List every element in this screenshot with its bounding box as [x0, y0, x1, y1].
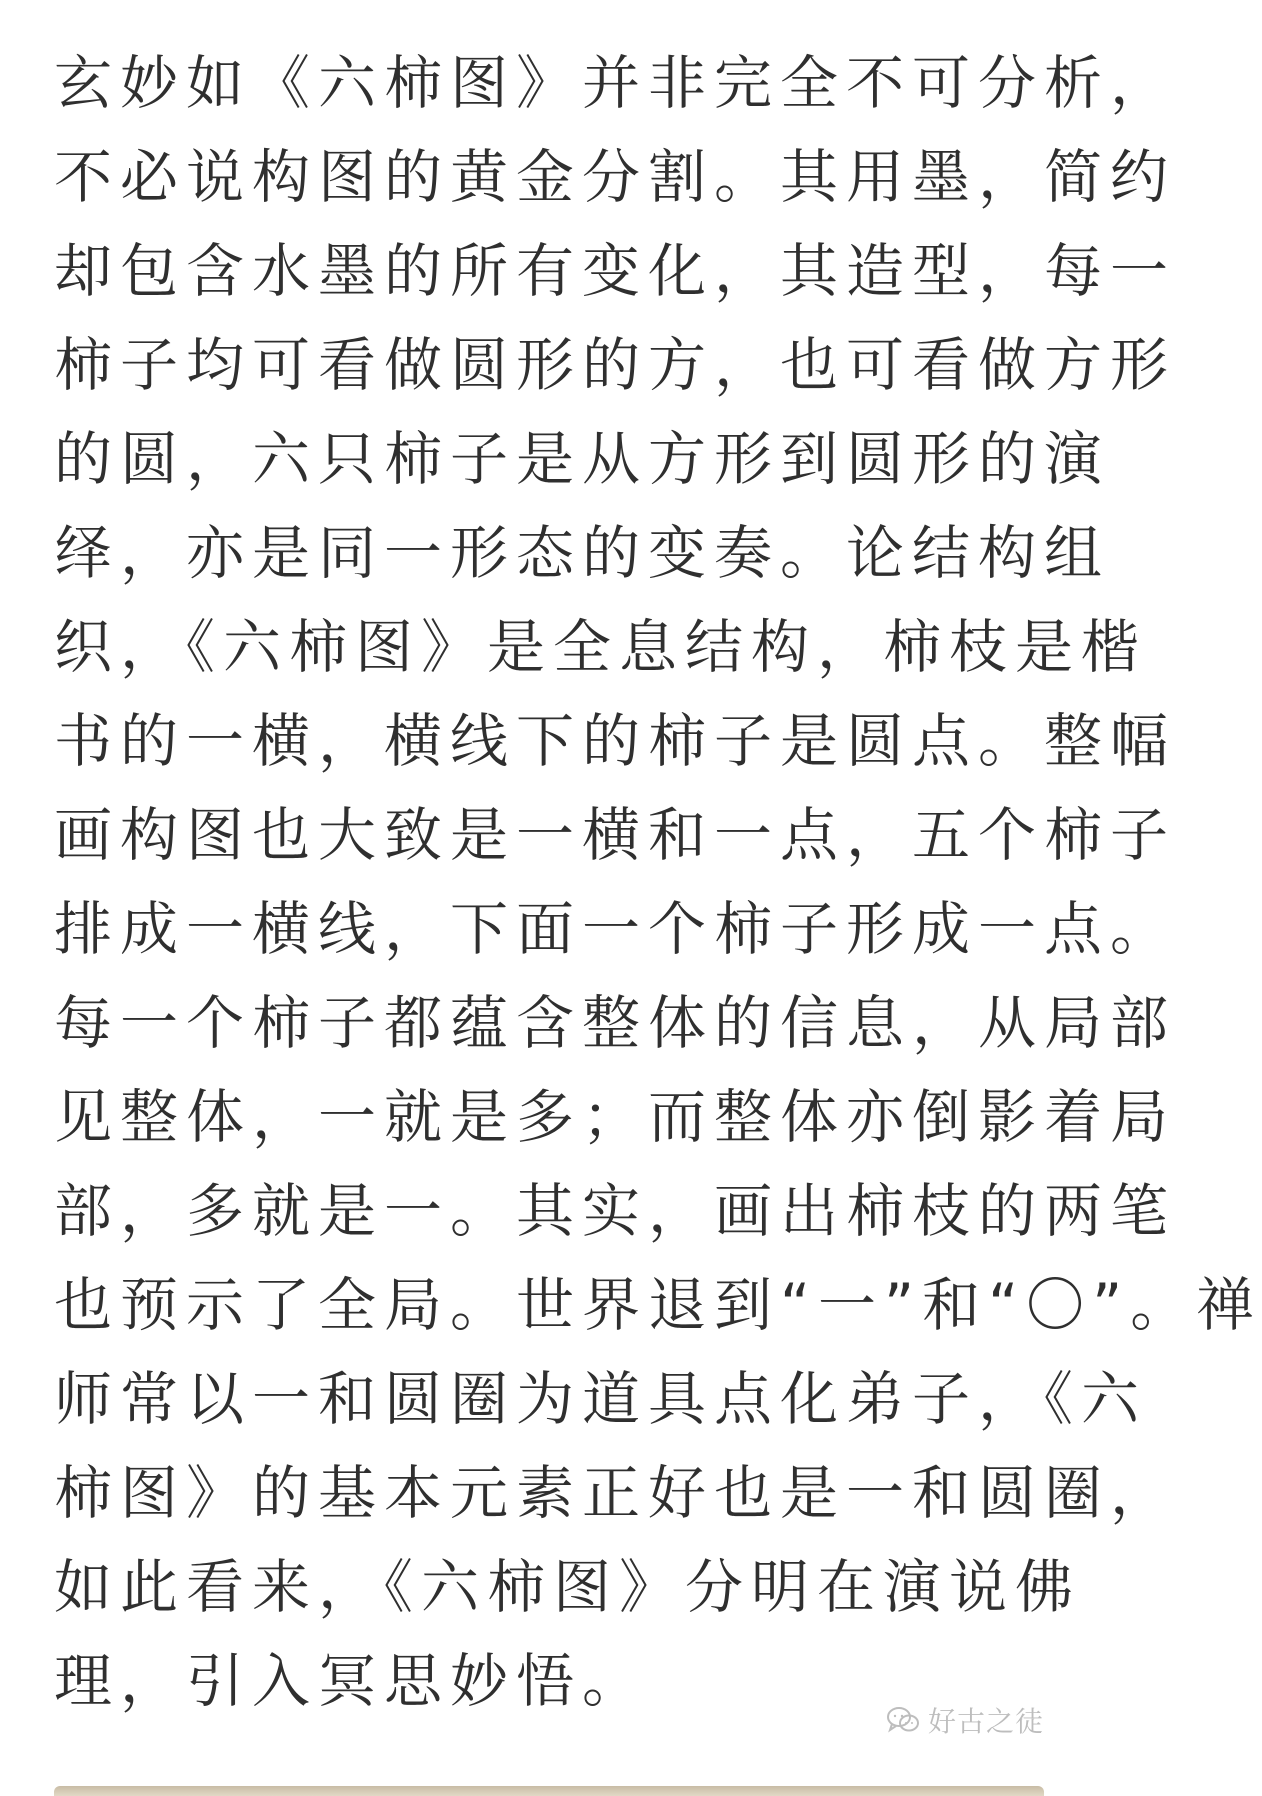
wechat-icon — [886, 1706, 920, 1734]
text-line: 画构图也大致是一横和一点，五个柿子 — [54, 801, 1177, 869]
text-line: 柿子均可看做圆形的方，也可看做方形 — [54, 331, 1177, 399]
watermark — [886, 1700, 1044, 1740]
watermark-text: 好古之徒 — [927, 1705, 1044, 1738]
text-line: 却包含水墨的所有变化，其造型，每一 — [54, 237, 1177, 305]
text-line: 玄妙如《六柿图》并非完全不可分析， — [54, 49, 1177, 117]
text-line: 绎，亦是同一形态的变奏。论结构组 — [54, 519, 1111, 587]
text-line: 如此看来，《六柿图》分明在演说佛 — [54, 1553, 1082, 1621]
text-line: 书的一横，横线下的柿子是圆点。整幅 — [54, 707, 1177, 775]
text-line: 不必说构图的黄金分割。其用墨，简约 — [54, 143, 1177, 211]
text-line: 师常以一和圆圈为道具点化弟子，《六 — [54, 1365, 1148, 1433]
text-line: 排成一横线，下面一个柿子形成一点。 — [54, 895, 1177, 963]
text-line: 每一个柿子都蕴含整体的信息，从局部 — [54, 989, 1177, 1057]
text-line: 理，引入冥思妙悟。 — [54, 1647, 649, 1715]
text-line: 部，多就是一。其实，画出柿枝的两笔 — [54, 1177, 1177, 1245]
text-line: 柿图》的基本元素正好也是一和圆圈， — [54, 1459, 1177, 1527]
text-line: 也预示了全局。世界退到“一”和“〇”。禅 — [54, 1271, 1262, 1339]
text-line: 见整体，一就是多；而整体亦倒影着局 — [54, 1083, 1177, 1151]
article-body — [54, 36, 1262, 1728]
text-line: 织，《六柿图》是全息结构，柿枝是楷 — [54, 613, 1148, 681]
next-image-edge — [54, 1786, 1044, 1796]
text-line: 的圆，六只柿子是从方形到圆形的演 — [54, 425, 1111, 493]
